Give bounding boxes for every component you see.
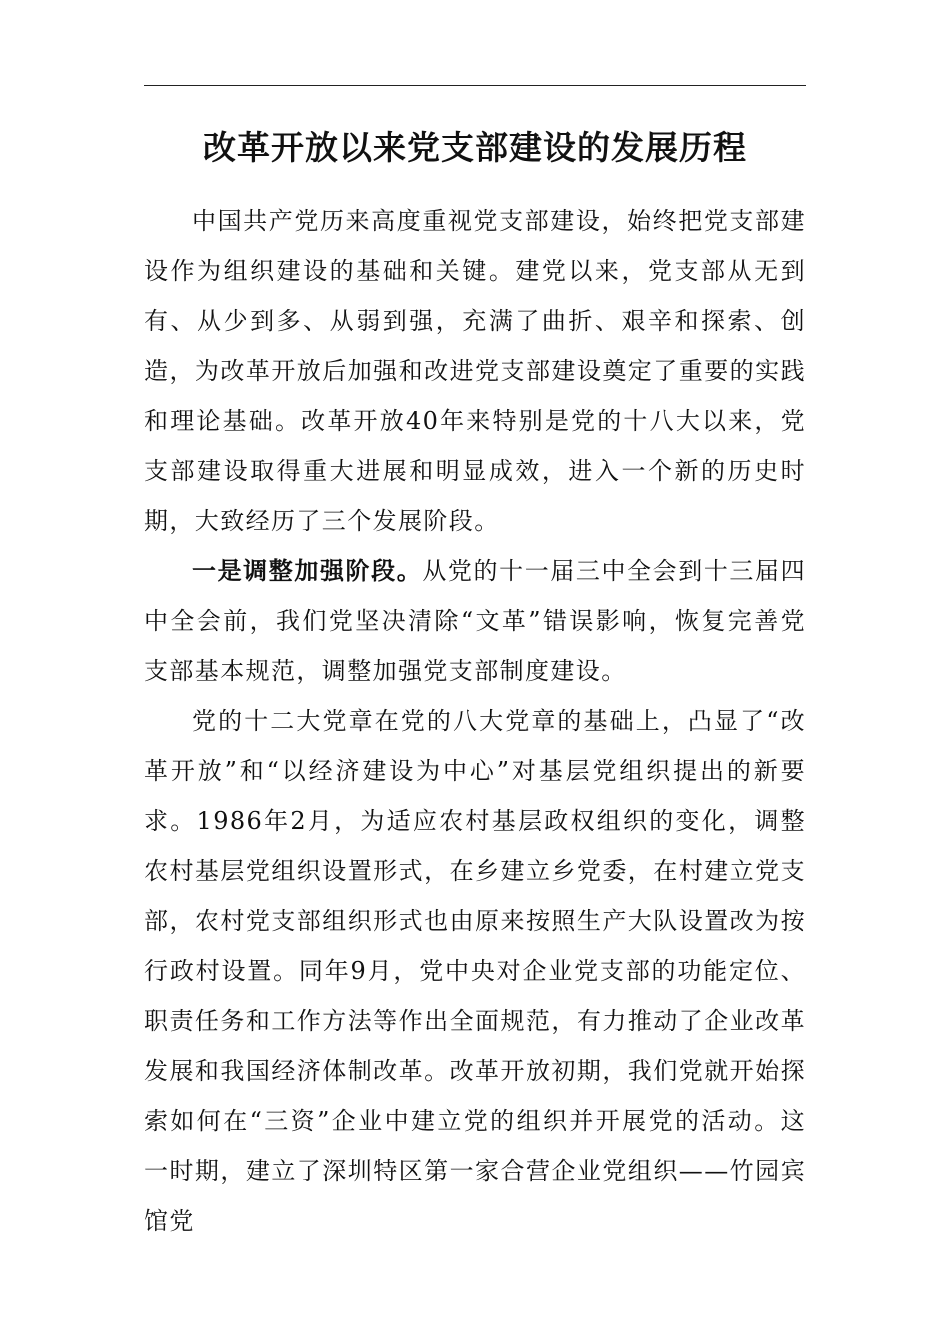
paragraph-text: 从党的十一届三中全会到十三届四中全会前，我们党坚决清除“文革”错误影响，恢复完善党支部基本规范，调整加强党支部制度建设。 [144, 557, 806, 685]
paragraph-lead: 一是调整加强阶段。 [192, 556, 423, 585]
document-body [144, 196, 806, 1246]
document-title: 改革开放以来党支部建设的发展历程 [203, 128, 747, 167]
header-rule [144, 85, 806, 86]
paragraph-text: 中国共产党历来高度重视党支部建设，始终把党支部建设作为组织建设的基础和关键。建党以来，党支部从无到有、从少到多、从弱到强，充满了曲折、艰辛和探索、创造，为改革开放后加强和改进党支部建设奠定了重要的实践和理论基础。改革开放40年来特别是党的十八大以来，党支部建设取得重大进展和明显成效，进入一个新的历史时期，大致经历了三个发展阶段。 [144, 207, 806, 535]
paragraph-stage-one [144, 546, 806, 696]
paragraph-twelfth-congress [144, 696, 806, 1246]
paragraph-intro [144, 196, 806, 546]
paragraph-text: 党的十二大党章在党的八大党章的基础上，凸显了“改革开放”和“以经济建设为中心”对基层党组织提出的新要求。1986年2月，为适应农村基层政权组织的变化，调整农村基层党组织设置形式，在乡建立乡党委，在村建立党支部，农村党支部组织形式也由原来按照生产大队设置改为按行政村设置。同年9月，党中央对企业党支部的功能定位、职责任务和工作方法等作出全面规范，有力推动了企业改革发展和我国经济体制改革。改革开放初期，我们党就开始探索如何在“三资”企业中建立党的组织并开展党的活动。这一时期，建立了深圳特区第一家合营企业党组织——竹园宾馆党 [144, 707, 806, 1235]
